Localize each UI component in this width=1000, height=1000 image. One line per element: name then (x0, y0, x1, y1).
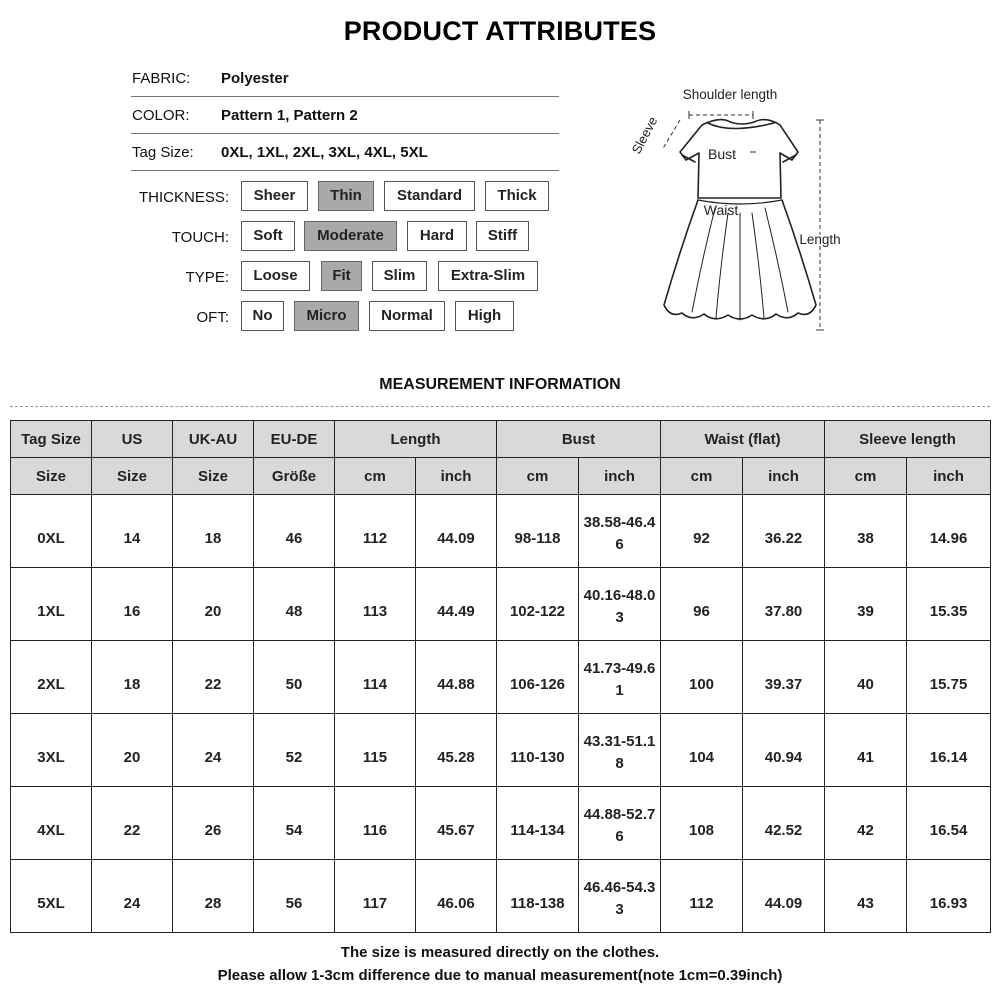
table-cell: 102-122 (497, 568, 579, 641)
table-cell: 56 (254, 860, 335, 933)
table-cell: 115 (335, 714, 416, 787)
table-cell: 39 (825, 568, 907, 641)
attr-fabric (131, 60, 559, 97)
subheader-cell: inch (579, 458, 661, 495)
diagram-sleeve-label: Sleeve (628, 114, 661, 157)
table-cell: 54 (254, 787, 335, 860)
table-cell: 16.14 (907, 714, 991, 787)
table-header-sub (11, 458, 991, 495)
table-cell: 46 (254, 495, 335, 568)
table-cell: 3XL (11, 714, 92, 787)
table-cell: 40.94 (743, 714, 825, 787)
table-cell: 20 (173, 568, 254, 641)
table-cell: 42.52 (743, 787, 825, 860)
table-cell: 0XL (11, 495, 92, 568)
attr-value: Polyester (221, 70, 289, 87)
table-cell: 4XL (11, 787, 92, 860)
table-cell: 117 (335, 860, 416, 933)
header-cell: Waist (flat) (661, 421, 825, 458)
option-hard: Hard (407, 221, 467, 251)
table-cell: 1XL (11, 568, 92, 641)
table-cell: 14.96 (907, 495, 991, 568)
diagram-bust-label: Bust (707, 146, 737, 162)
table-cell: 43 (825, 860, 907, 933)
header-cell: EU-DE (254, 421, 335, 458)
table-cell: 26 (173, 787, 254, 860)
attr-value: Pattern 1, Pattern 2 (221, 107, 358, 124)
option-thin: Thin (318, 181, 374, 211)
table-cell: 41 (825, 714, 907, 787)
table-cell: 50 (254, 641, 335, 714)
option-label: THICKNESS: (138, 189, 229, 206)
header-cell: Length (335, 421, 497, 458)
table-cell: 110-130 (497, 714, 579, 787)
table-cell: 43.31-51.18 (579, 714, 661, 787)
table-row (11, 495, 991, 568)
table-cell: 38.58-46.46 (579, 495, 661, 568)
table-cell: 24 (92, 860, 173, 933)
table-cell: 44.88 (416, 641, 497, 714)
table-cell: 16.93 (907, 860, 991, 933)
table-cell: 38 (825, 495, 907, 568)
option-label: OFT: (196, 309, 229, 326)
table-cell: 52 (254, 714, 335, 787)
subheader-cell: Size (173, 458, 254, 495)
table-cell: 45.67 (416, 787, 497, 860)
table-cell: 116 (335, 787, 416, 860)
table-cell: 15.35 (907, 568, 991, 641)
table-cell: 112 (661, 860, 743, 933)
attr-label: FABRIC: (132, 70, 191, 87)
table-cell: 114-134 (497, 787, 579, 860)
table-cell: 37.80 (743, 568, 825, 641)
dashed-divider (10, 406, 990, 407)
table-cell: 44.88-52.76 (579, 787, 661, 860)
table-cell: 104 (661, 714, 743, 787)
dress-measurement-diagram (620, 80, 860, 340)
measurement-table (10, 420, 991, 933)
table-cell: 41.73-49.61 (579, 641, 661, 714)
option-sheer: Sheer (241, 181, 308, 211)
table-cell: 5XL (11, 860, 92, 933)
option-high: High (455, 301, 514, 331)
option-label: TYPE: (185, 269, 229, 286)
table-cell: 96 (661, 568, 743, 641)
table-cell: 118-138 (497, 860, 579, 933)
table-cell: 16 (92, 568, 173, 641)
subheader-cell: Size (92, 458, 173, 495)
table-cell: 40.16-48.03 (579, 568, 661, 641)
option-micro: Micro (294, 301, 359, 331)
table-cell: 18 (92, 641, 173, 714)
option-slim: Slim (372, 261, 427, 291)
table-row (11, 860, 991, 933)
note-line-2: Please allow 1-3cm difference due to manual measurement(note 1cm=0.39inch) (217, 967, 783, 984)
table-row (11, 714, 991, 787)
sleeve-measure-line (662, 120, 680, 150)
table-row (11, 641, 991, 714)
option-loose: Loose (241, 261, 310, 291)
table-cell: 18 (173, 495, 254, 568)
option-standard: Standard (384, 181, 475, 211)
table-cell: 16.54 (907, 787, 991, 860)
table-cell: 44.49 (416, 568, 497, 641)
page-title: PRODUCT ATTRIBUTES (343, 16, 657, 46)
attr-label: COLOR: (132, 107, 190, 124)
table-row (11, 568, 991, 641)
option-no: No (241, 301, 284, 331)
table-row (11, 787, 991, 860)
table-cell: 114 (335, 641, 416, 714)
table-cell: 42 (825, 787, 907, 860)
subheader-cell: cm (497, 458, 579, 495)
table-cell: 20 (92, 714, 173, 787)
table-cell: 48 (254, 568, 335, 641)
table-cell: 15.75 (907, 641, 991, 714)
table-cell: 92 (661, 495, 743, 568)
table-cell: 2XL (11, 641, 92, 714)
subheader-cell: Size (11, 458, 92, 495)
subheader-cell: inch (907, 458, 991, 495)
subheader-cell: inch (416, 458, 497, 495)
table-cell: 28 (173, 860, 254, 933)
subheader-cell: inch (743, 458, 825, 495)
diagram-waist-label: Waist (703, 202, 739, 218)
table-cell: 40 (825, 641, 907, 714)
table-cell: 100 (661, 641, 743, 714)
subheader-cell: Größe (254, 458, 335, 495)
table-header-top (11, 421, 991, 458)
measurement-title: MEASUREMENT INFORMATION (379, 376, 621, 393)
note-line-1: The size is measured directly on the clothes. (340, 944, 660, 961)
header-cell: UK-AU (173, 421, 254, 458)
table-cell: 14 (92, 495, 173, 568)
subheader-cell: cm (661, 458, 743, 495)
table-cell: 24 (173, 714, 254, 787)
option-normal: Normal (369, 301, 445, 331)
table-cell: 112 (335, 495, 416, 568)
table-cell: 44.09 (416, 495, 497, 568)
header-cell: Sleeve length (825, 421, 991, 458)
dress-bodice-outline (680, 120, 798, 198)
attr-color (131, 97, 559, 134)
table-cell: 108 (661, 787, 743, 860)
table-cell: 46.06 (416, 860, 497, 933)
option-fit: Fit (321, 261, 362, 291)
option-stiff: Stiff (476, 221, 529, 251)
option-extra-slim: Extra-Slim (438, 261, 538, 291)
table-cell: 36.22 (743, 495, 825, 568)
diagram-length-label: Length (799, 232, 841, 247)
table-cell: 39.37 (743, 641, 825, 714)
table-cell: 46.46-54.33 (579, 860, 661, 933)
option-soft: Soft (241, 221, 295, 251)
header-cell: Tag Size (11, 421, 92, 458)
attr-value: 0XL, 1XL, 2XL, 3XL, 4XL, 5XL (221, 144, 428, 161)
option-thick: Thick (485, 181, 549, 211)
attr-label: Tag Size: (132, 144, 194, 161)
option-label: TOUCH: (171, 229, 229, 246)
table-cell: 44.09 (743, 860, 825, 933)
header-cell: US (92, 421, 173, 458)
diagram-shoulder-label: Shoulder length (682, 87, 778, 102)
table-cell: 113 (335, 568, 416, 641)
attr-tag-size (131, 134, 559, 171)
subheader-cell: cm (825, 458, 907, 495)
table-cell: 98-118 (497, 495, 579, 568)
table-cell: 22 (173, 641, 254, 714)
table-cell: 45.28 (416, 714, 497, 787)
subheader-cell: cm (335, 458, 416, 495)
header-cell: Bust (497, 421, 661, 458)
table-cell: 22 (92, 787, 173, 860)
table-cell: 106-126 (497, 641, 579, 714)
option-moderate: Moderate (304, 221, 397, 251)
